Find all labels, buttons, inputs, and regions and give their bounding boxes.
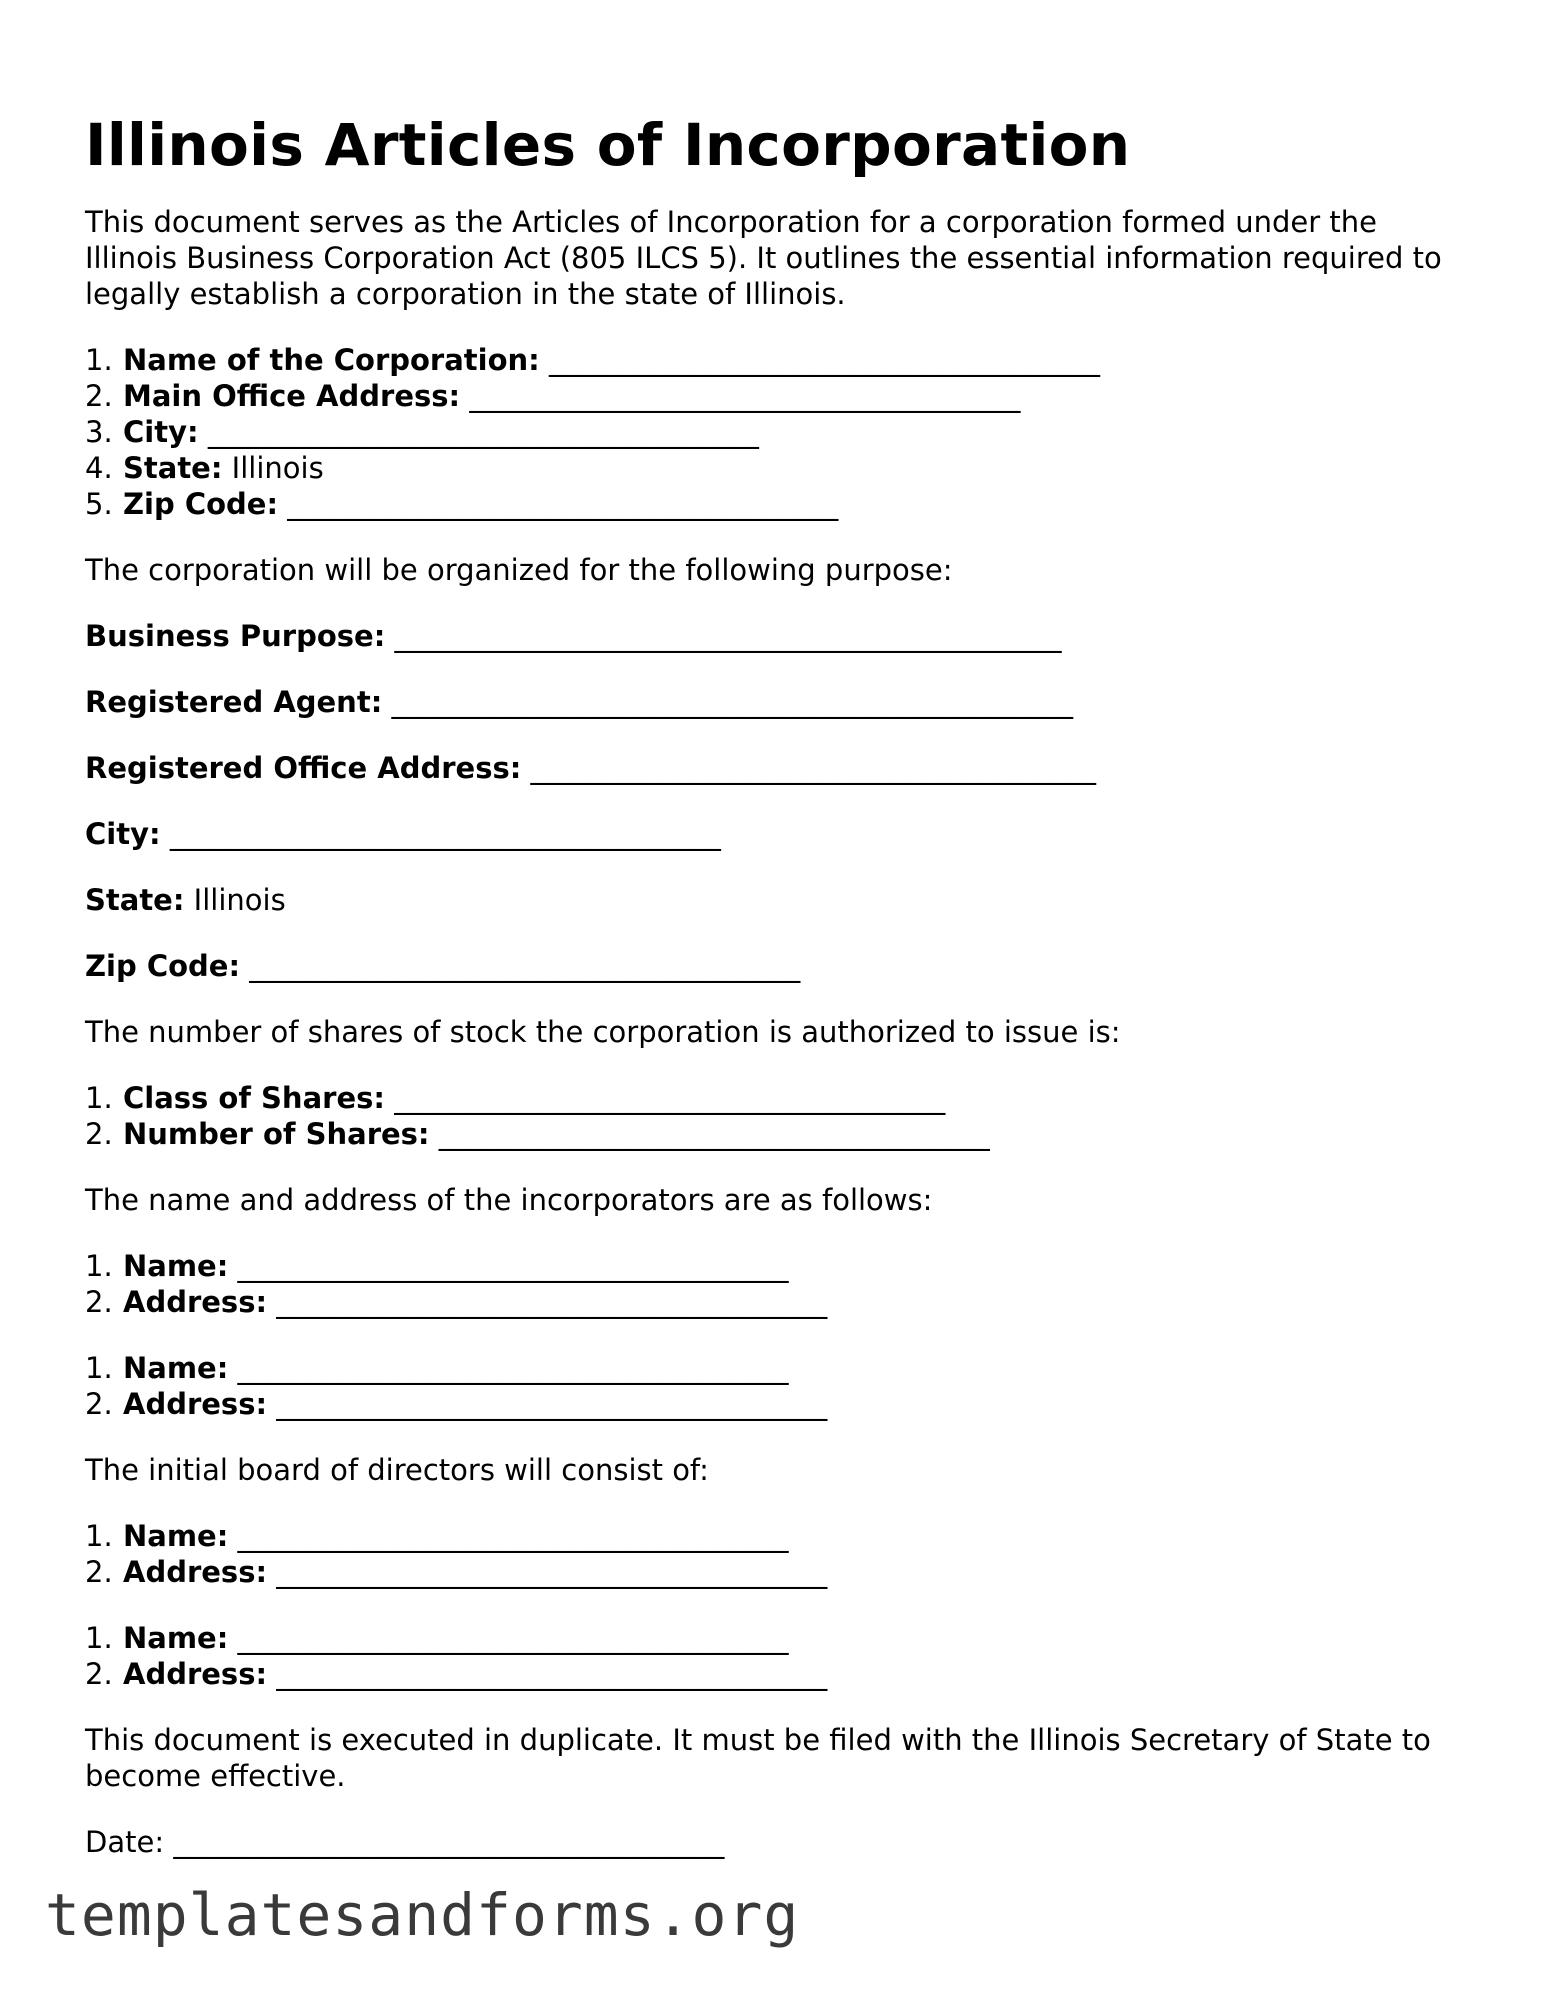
director-address-label: Address: [123, 1555, 268, 1589]
purpose-intro: The corporation will be organized for the following purpose: [85, 553, 953, 587]
business-purpose-row [85, 618, 1465, 654]
list-item: 5. Zip Code: ______________________________________ [85, 487, 839, 521]
registered-agent-row [85, 684, 1465, 720]
registered-state-label: State: [85, 883, 185, 917]
list-item: 4. State: Illinois [85, 451, 324, 485]
incorporator-2-list [85, 1350, 1465, 1422]
document-page [85, 106, 1465, 1860]
list-item: 2. Address: ______________________________________ [85, 1387, 828, 1421]
registered-zip-row [85, 948, 1465, 984]
registered-office-address-row [85, 750, 1465, 786]
shares-intro: The number of shares of stock the corporation is authorized to issue is: [85, 1015, 1121, 1049]
list-item: 1. Name: ______________________________________ [85, 1351, 789, 1385]
list-item: 2. Main Office Address: ______________________________________ [85, 379, 1021, 413]
director-address-field[interactable]: ______________________________________ [276, 1555, 828, 1589]
incorporator-name-label: Name: [123, 1351, 229, 1385]
incorporator-name-field[interactable]: ______________________________________ [237, 1351, 789, 1385]
directors-intro: The initial board of directors will consist of: [85, 1453, 709, 1487]
registered-zip-label: Zip Code: [85, 949, 241, 983]
incorporator-1-list [85, 1248, 1465, 1320]
incorporator-address-field[interactable]: ______________________________________ [276, 1387, 828, 1421]
number-of-shares-label: Number of Shares: [123, 1117, 430, 1151]
registered-city-label: City: [85, 817, 161, 851]
list-item: 1. Name: ______________________________________ [85, 1519, 789, 1553]
registered-office-address-field[interactable]: _______________________________________ [530, 751, 1097, 785]
registered-agent-label: Registered Agent: [85, 685, 383, 719]
director-address-label: Address: [123, 1657, 268, 1691]
incorporator-name-field[interactable]: ______________________________________ [237, 1249, 789, 1283]
list-item: 2. Number of Shares: ______________________________________ [85, 1117, 990, 1151]
director-name-field[interactable]: ______________________________________ [237, 1519, 789, 1553]
corporation-name-field[interactable]: ______________________________________ [548, 343, 1100, 377]
incorporator-address-field[interactable]: ______________________________________ [276, 1285, 828, 1319]
director-address-field[interactable]: ______________________________________ [276, 1657, 828, 1691]
business-purpose-field[interactable]: ______________________________________________ [394, 619, 1062, 653]
city-label: City: [123, 415, 199, 449]
list-item: 2. Address: ______________________________________ [85, 1657, 828, 1691]
zip-code-field[interactable]: ______________________________________ [287, 487, 839, 521]
director-name-label: Name: [123, 1519, 229, 1553]
page-title: Illinois Articles of Incorporation [85, 111, 1131, 179]
class-of-shares-label: Class of Shares: [123, 1081, 385, 1115]
director-name-field[interactable]: ______________________________________ [237, 1621, 789, 1655]
intro-paragraph: This document serves as the Articles of Incorporation for a corporation formed under the Illinois Business Corporation Act (805 ILCS 5). It outlines the essential information required to legally establish a corporation in the state of Illinois. [85, 205, 1442, 311]
incorporator-address-label: Address: [123, 1387, 268, 1421]
registered-agent-field[interactable]: _______________________________________________ [391, 685, 1074, 719]
business-purpose-label: Business Purpose: [85, 619, 386, 653]
zip-code-label: Zip Code: [123, 487, 279, 521]
watermark: templatesandforms.org [45, 1881, 800, 1949]
registered-city-row [85, 816, 1465, 852]
city-field[interactable]: ______________________________________ [207, 415, 759, 449]
date-row [85, 1824, 1465, 1860]
date-field[interactable]: ______________________________________ [173, 1825, 725, 1859]
list-item: 1. Class of Shares: ______________________________________ [85, 1081, 946, 1115]
incorporator-address-label: Address: [123, 1285, 268, 1319]
list-item: 1. Name: ______________________________________ [85, 1621, 789, 1655]
list-item: 1. Name of the Corporation: ______________________________________ [85, 343, 1100, 377]
list-item: 1. Name: ______________________________________ [85, 1249, 789, 1283]
corporation-info-list [85, 342, 1465, 522]
list-item: 2. Address: ______________________________________ [85, 1285, 828, 1319]
list-item: 3. City: ______________________________________ [85, 415, 759, 449]
registered-zip-field[interactable]: ______________________________________ [249, 949, 801, 983]
registered-state-row [85, 882, 1465, 918]
registered-state-value: Illinois [193, 883, 286, 917]
director-2-list [85, 1620, 1465, 1692]
state-value: Illinois [231, 451, 324, 485]
main-office-address-field[interactable]: ______________________________________ [469, 379, 1021, 413]
registered-city-field[interactable]: ______________________________________ [169, 817, 721, 851]
class-of-shares-field[interactable]: ______________________________________ [394, 1081, 946, 1115]
number-of-shares-field[interactable]: ______________________________________ [438, 1117, 990, 1151]
corporation-name-label: Name of the Corporation: [123, 343, 540, 377]
main-office-address-label: Main Office Address: [123, 379, 461, 413]
director-name-label: Name: [123, 1621, 229, 1655]
registered-office-address-label: Registered Office Address: [85, 751, 522, 785]
state-label: State: [123, 451, 223, 485]
incorporators-intro: The name and address of the incorporators are as follows: [85, 1183, 933, 1217]
list-item: 2. Address: ______________________________________ [85, 1555, 828, 1589]
shares-list [85, 1080, 1465, 1152]
date-label: Date: [85, 1825, 165, 1859]
incorporator-name-label: Name: [123, 1249, 229, 1283]
closing-paragraph: This document is executed in duplicate. It must be filed with the Illinois Secretary of State to become effective. [85, 1723, 1431, 1793]
director-1-list [85, 1518, 1465, 1590]
